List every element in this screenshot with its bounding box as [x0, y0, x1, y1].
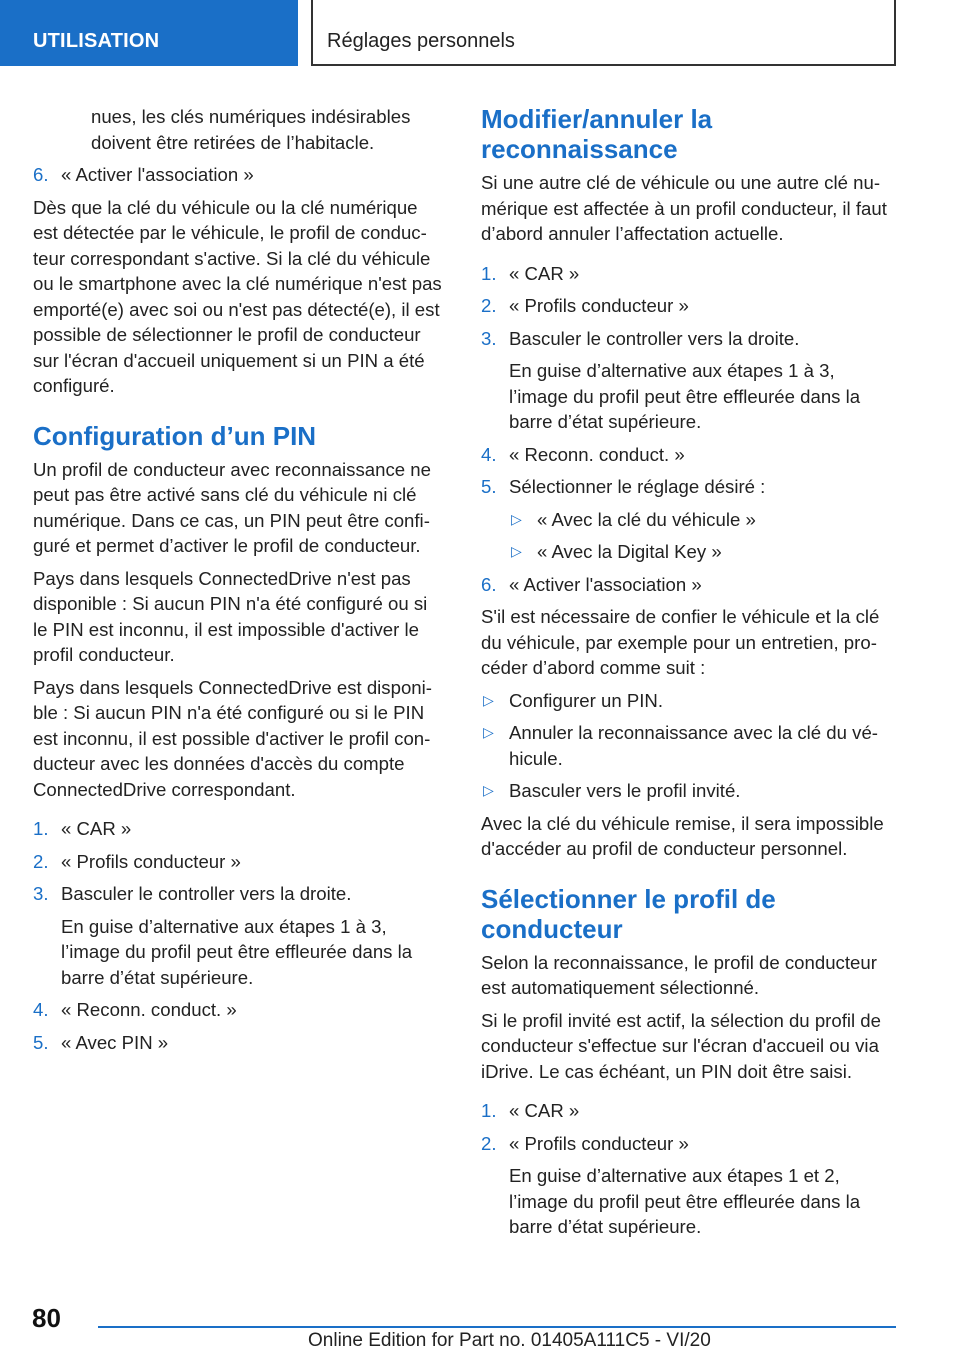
list-item: 2. « Profils conducteur » [33, 850, 241, 872]
paragraph: Un profil de conducteur avec reconnaissance ne peut pas être activé sans clé du véhicule ni clé numérique. Dans ce cas, un PIN peut être configuré et permet d’activer le profil de conducteur. [33, 458, 431, 556]
footer-edition: Online Edition for Part no. 01405A111C5 - VI/20 [308, 1330, 711, 1351]
step-note: En guise d’alternative aux étapes 1 à 3, l’image du profil peut être effleurée dans la barre d’état supérieure. [61, 915, 413, 988]
paragraph: Pays dans lesquels ConnectedDrive n'est pas disponible : Si aucun PIN n'a été configuré ou si le PIN est inconnu, il est impossible d'activer le profil conducteur. [33, 567, 428, 665]
paragraph: Dès que la clé du véhicule ou la clé numérique est détectée par le véhicule, le profil de conducteur correspondant s'active. Si la clé du véhicule ou le smartphone avec la clé numérique n'est pas emporté(e) avec soi ou n'est pas détecté(e), il est possible de sélectionner le profil de conducteur sur l'écran d'accueil uniquement si un PIN a été configuré. [33, 196, 442, 396]
triangle-bullet-icon: ▷ [483, 724, 494, 740]
list-item: 6. « Activer l'association » [481, 573, 702, 595]
list-item: 2. « Profils conducteur » [481, 295, 689, 316]
paragraph: Si le profil invité est actif, la sélection du profil de conducteur s'effectue sur l'écran d'accueil ou via iDrive. Le cas échéant, un PIN doit être saisi. [481, 1009, 881, 1082]
left-column [33, 104, 445, 1062]
list-item: 3. Basculer le controller vers la droite. [33, 883, 352, 904]
right-column [481, 104, 893, 1247]
list-item: 6. « Activer l'association » [33, 164, 254, 185]
step-note: En guise d’alternative aux étapes 1 à 3, l’image du profil peut être effleurée dans la barre d’état supérieure. [509, 360, 861, 432]
step-note: En guise d’alternative aux étapes 1 et 2, l’image du profil peut être effleurée dans la barre d’état supérieure. [509, 1165, 861, 1237]
heading-pin: Configuration d’un PIN [33, 420, 317, 451]
paragraph: S'il est nécessaire de confier le véhicule et la clé du véhicule, par exemple pour un entretien, procéder d’abord comme suit : [481, 606, 880, 678]
footer-rule [98, 1326, 896, 1328]
heading-select: Sélectionner le profil de conducteur [481, 883, 776, 944]
page-number: 80 [32, 1303, 61, 1333]
list-item: 1. « CAR » [33, 818, 132, 839]
bullet-item: ▷ Annuler la reconnaissance avec la clé du véhicule. [483, 722, 878, 769]
list-item: 4. « Reconn. conduct. » [481, 443, 685, 465]
paragraph: Avec la clé du véhicule remise, il sera impossible d'accéder au profil de conducteur personnel. [481, 812, 884, 859]
bullet-item: ▷ Configurer un PIN. [481, 688, 893, 714]
section-tab [0, 0, 298, 66]
paragraph: Si une autre clé de véhicule ou une autre clé numérique est affectée à un profil conducteur, il faut d’abord annuler l’affectation actuelle. [481, 172, 887, 244]
list-item: 3. Basculer le controller vers la droite. [481, 327, 800, 349]
bullet-item: ▷ Basculer vers le profil invité. [481, 778, 893, 804]
list-item: 5. « Avec PIN » [33, 1031, 169, 1053]
section-title: UTILISATION [33, 30, 160, 52]
paragraph: Selon la reconnaissance, le profil de conducteur est automatiquement sélectionné. [481, 951, 877, 998]
list-item: 1. « CAR » [481, 1100, 580, 1121]
list-item: 1. « CAR » [481, 262, 580, 284]
chapter-title: Réglages personnels [327, 30, 515, 52]
sub-option: ▷ « Avec la clé du véhicule » [481, 507, 893, 533]
sub-option: ▷ « Avec la Digital Key » [481, 539, 893, 565]
paragraph: nues, les clés numériques indésirables doivent être retirées de l’habitacle. [91, 106, 411, 153]
triangle-bullet-icon: ▷ [511, 543, 522, 559]
list-item: 4. « Reconn. conduct. » [33, 999, 237, 1020]
chapter-tab [311, 0, 896, 66]
triangle-bullet-icon: ▷ [483, 691, 494, 708]
list-item: 5. Sélectionner le réglage désiré : [481, 476, 766, 497]
heading-modify: Modifier/annuler la reconnaissance [481, 104, 713, 164]
list-item: 2. « Profils conducteur » [481, 1132, 689, 1154]
triangle-bullet-icon: ▷ [511, 510, 522, 527]
paragraph: Pays dans lesquels ConnectedDrive est disponible : Si aucun PIN n'a été configuré ou si le PIN est inconnu, il est possible d'activer le profil conducteur avec les données d'accès du compte ConnectedDrive correspondant. [33, 676, 432, 800]
triangle-bullet-icon: ▷ [483, 782, 494, 798]
